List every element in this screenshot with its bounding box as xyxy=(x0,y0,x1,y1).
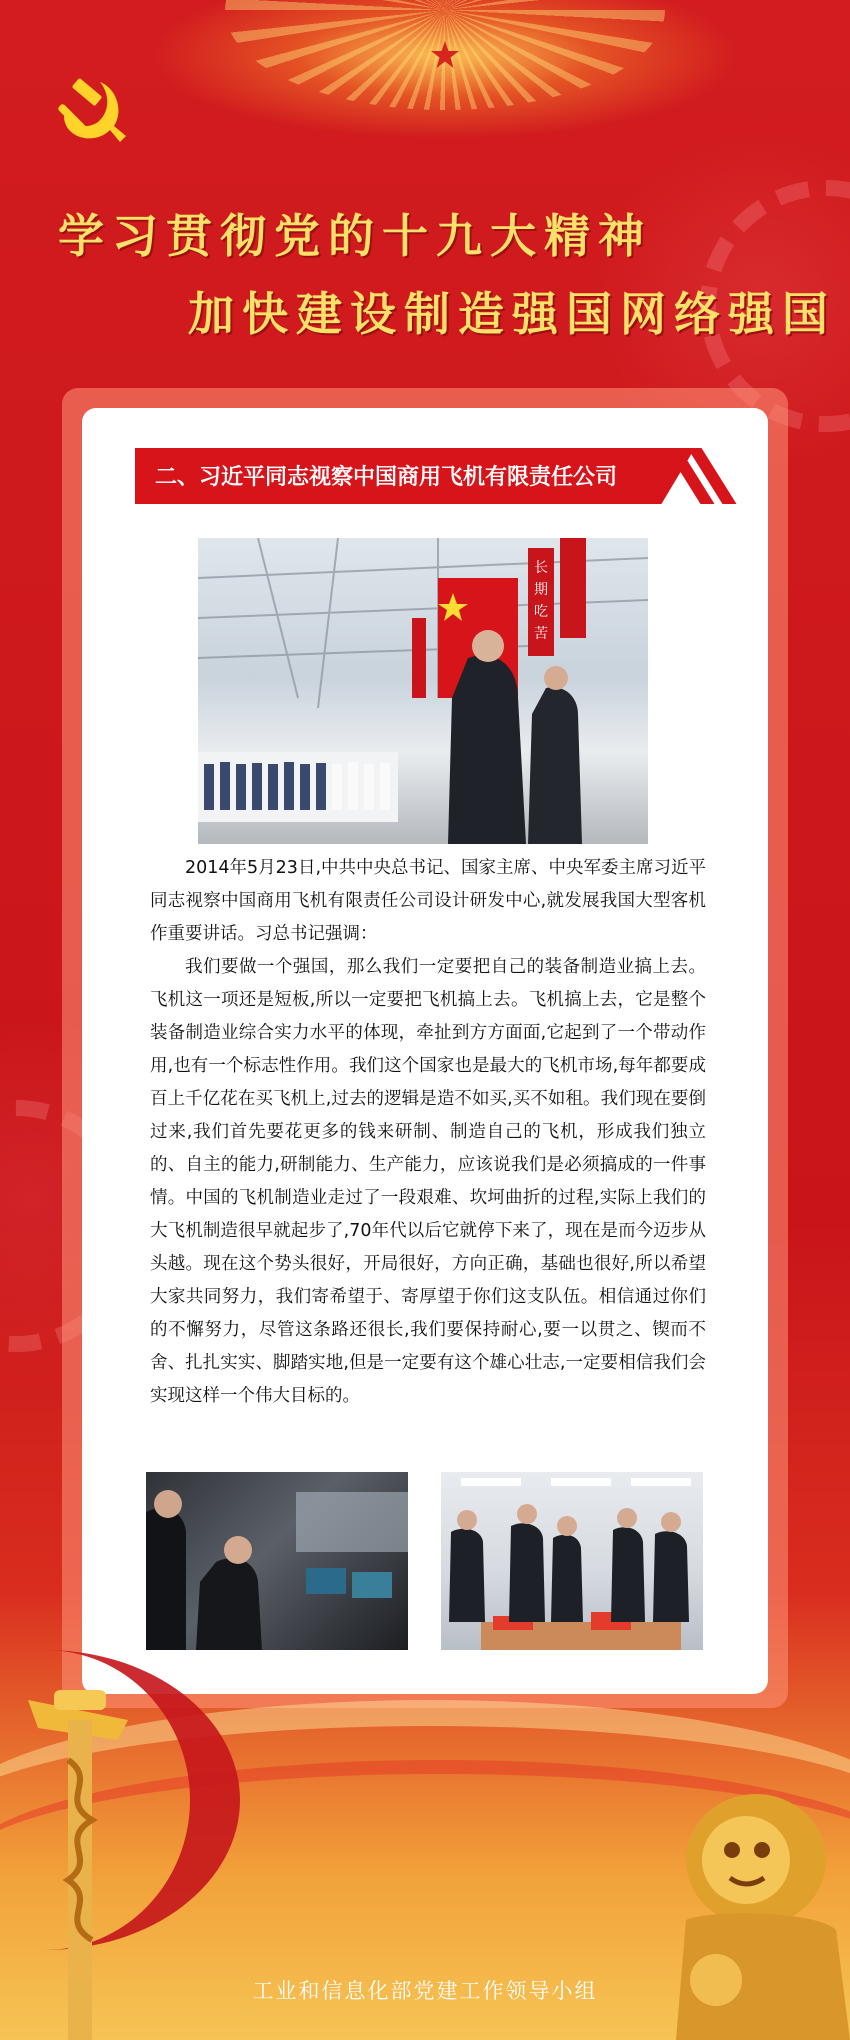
star-icon xyxy=(430,40,460,70)
lab-photo-scene xyxy=(441,1472,703,1650)
footer-organization: 工业和信息化部党建工作领导小组 xyxy=(252,1979,598,2003)
main-photo-scene xyxy=(198,538,648,844)
cockpit-photo-scene xyxy=(146,1472,408,1650)
article-paragraph-intro: 2014年5月23日,中共中央总书记、国家主席、中央军委主席习近平同志视察中国商用飞机有限责任公司设计研发中心,就发展我国大型客机作重要讲话。习总书记强调： xyxy=(150,858,706,944)
article-paragraph-quote: 我们要做一个强国，那么我们一定要把自己的装备制造业搞上去。飞机这一项还是短板,所以一定要把飞机搞上去。飞机搞上去，它是整个装备制造业综合实力水平的体现，牵扯到方方面面,它起到了一个带动作用,也有一个标志性作用。我们这个国家也是最大的飞机市场,每年都要成百上千亿花在买飞机上,过去的逻辑是造不如买,买不如租。我们现在要倒过来,我们首先要花更多的钱来研制、制造自己的飞机，形成我们独立的、自主的能力,研制能力、生产能力，应该说我们是必须搞成的一件事情。中国的飞机制造业走过了一段艰难、坎坷曲折的过程,实际上我们的大飞机制造很早就起步了,70年代以后它就停下来了，现在是而今迈步从头越。现在这个势头很好，开局很好，方向正确，基础也很好,所以希望大家共同努力，我们寄希望于、寄厚望于你们这支队伍。相信通过你们的不懈努力，尽管这条路还很长,我们要保持耐心,要一以贯之、锲而不舍、扎扎实实、脚踏实地,但是一定要有这个雄心壮志,一定要相信我们会实现这样一个伟大目标的。 xyxy=(150,957,706,1406)
hammer-sickle-icon xyxy=(50,72,130,152)
section-title: 二、习近平同志视察中国商用飞机有限责任公司 xyxy=(155,464,618,490)
section-header xyxy=(135,448,735,504)
cockpit-photo xyxy=(146,1472,408,1650)
article-body xyxy=(150,852,706,1413)
lab-photo xyxy=(441,1472,703,1650)
headline-line-2: 加快建设制造强国网络强国 xyxy=(188,287,836,341)
banner-text: 长期吃苦 xyxy=(534,560,548,642)
main-photo xyxy=(198,538,648,844)
headline-line-1: 学习贯彻党的十九大精神 xyxy=(58,209,652,263)
